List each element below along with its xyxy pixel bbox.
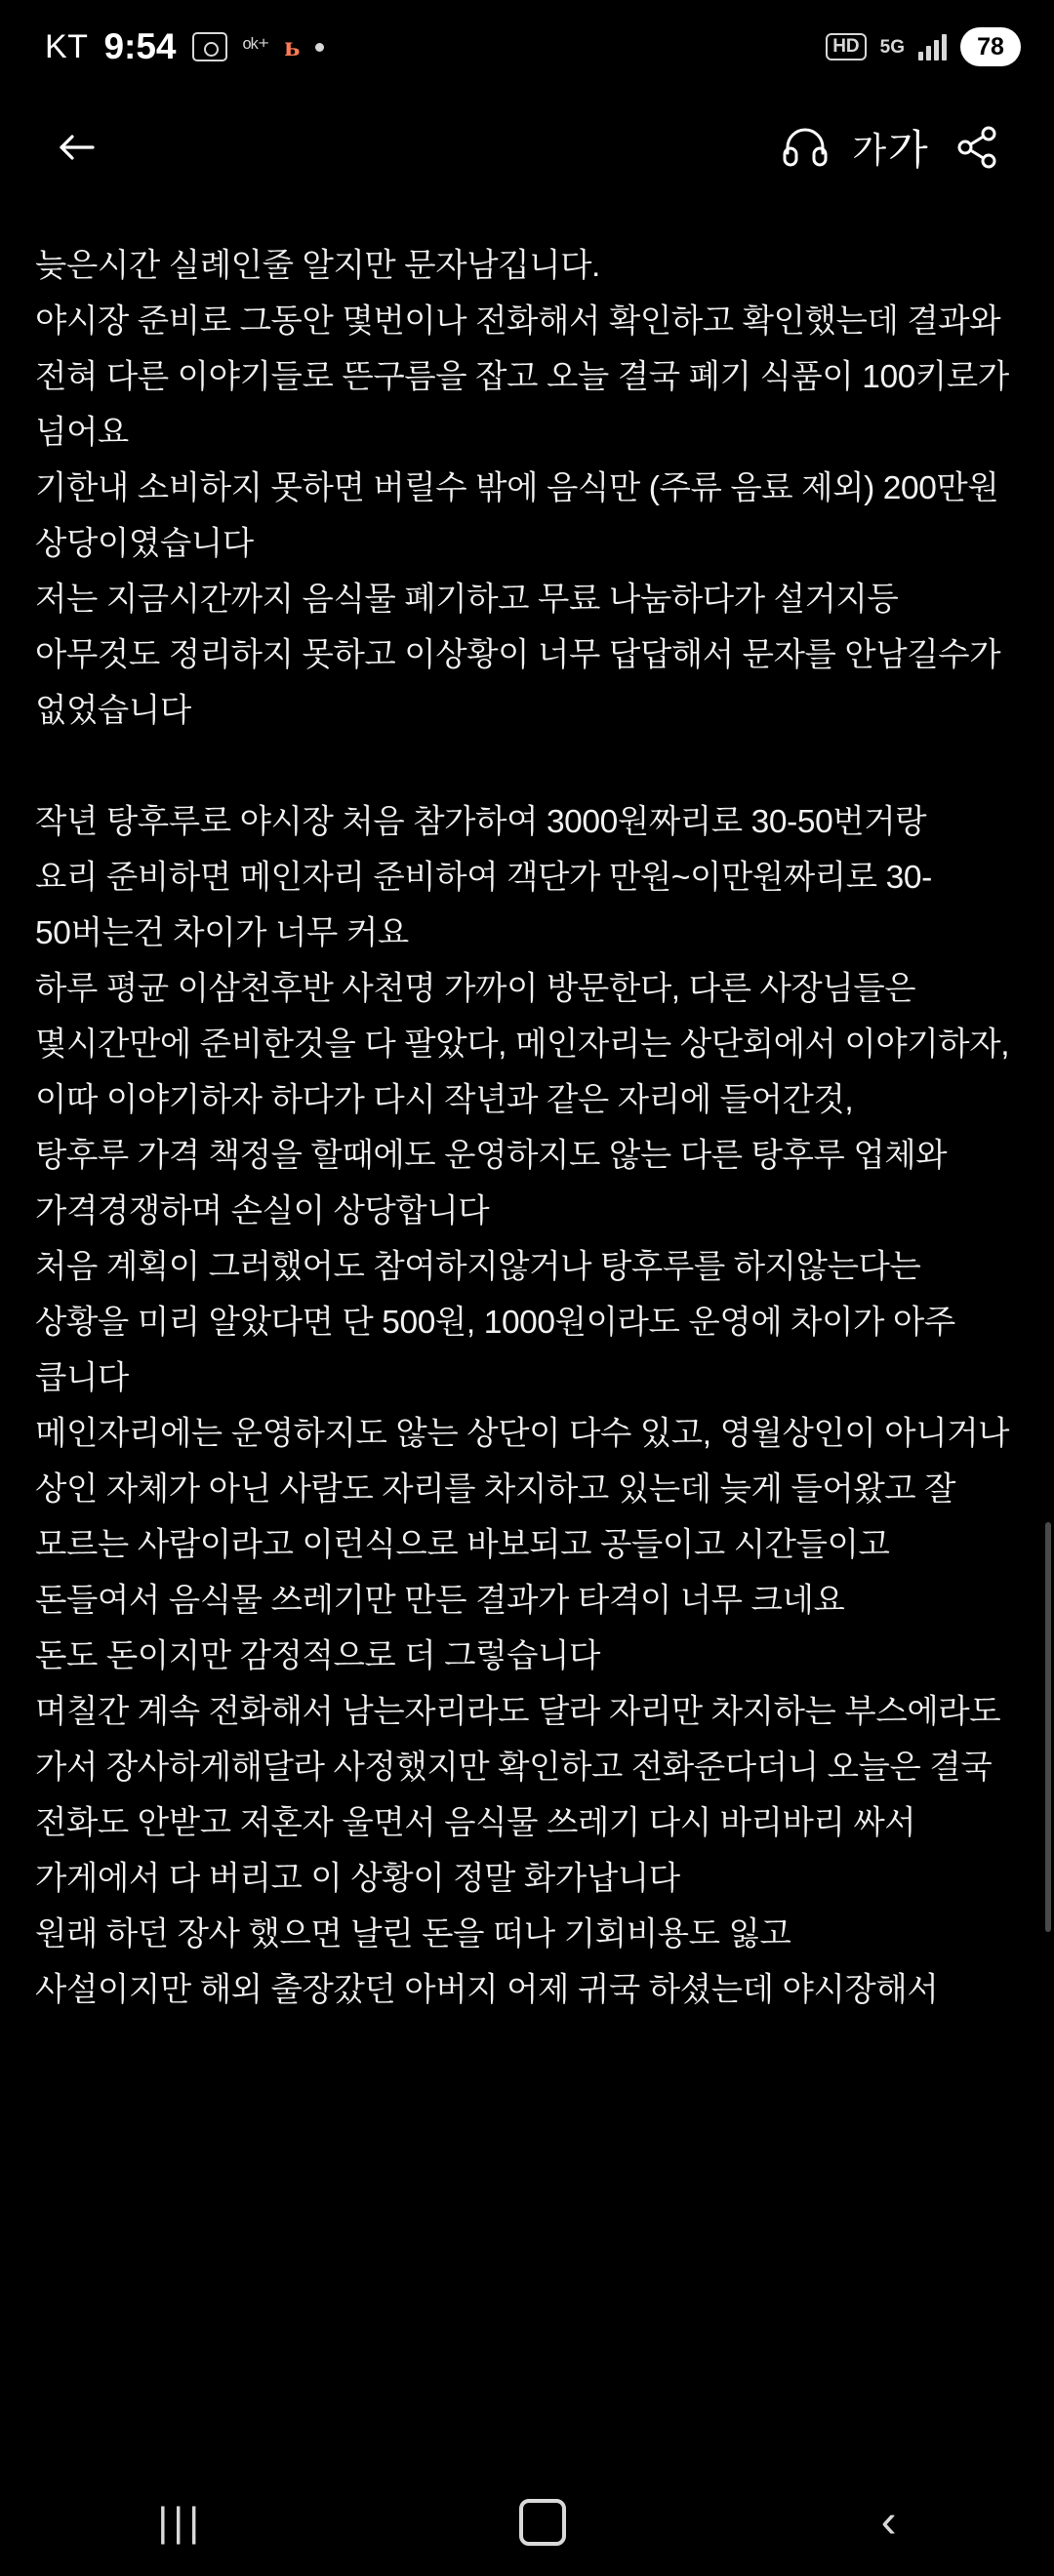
article-paragraph: 요리 준비하면 메인자리 준비하여 객단가 만원~이만원짜리로 30-50버는건 차이가 너무 커요 [35,860,932,951]
article-paragraph: 늦은시간 실례인줄 알지만 문자남깁니다. [35,248,600,284]
article-paragraph: 돈도 돈이지만 감정적으로 더 그렇습니다 [35,1638,600,1674]
article-paragraph: 사설이지만 해외 출장갔던 아버지 어제 귀국 하셨는데 야시장해서 [35,1972,939,2008]
article-paragraph-spacer [35,739,1019,794]
camera-icon [192,32,227,61]
share-icon[interactable] [939,109,1015,185]
article-paragraph: 야시장 준비로 그동안 몇번이나 전화해서 확인하고 확인했는데 결과와 전혀 다른 이야기들로 뜬구름을 잡고 오늘 결국 폐기 식품이 100키로가 넘어요 [35,303,1018,451]
kakao-icon: ᵒᵏ⁺ [242,33,269,60]
app-toolbar [0,94,1054,201]
status-clock: 9:54 [103,26,177,66]
recent-apps-icon[interactable]: ||| [157,2499,205,2545]
back-arrow-icon[interactable] [39,109,115,185]
home-icon[interactable] [519,2499,566,2546]
font-size-large-label: 가 [888,127,930,173]
article-paragraph: 하루 평균 이삼천후반 사천명 가까이 방문한다, 다른 사장님들은 몇시간만에 준비한것을 다 팔았다, 메인자리는 상단회에서 이야기하자, 이따 이야기하자 하다가 다시 작년과 같은 자리에 들어간것, [35,971,1019,1118]
system-navigation-bar [0,2469,1054,2576]
status-bar-left [45,26,324,67]
status-bar [0,0,1054,94]
scrollbar[interactable] [1045,1522,1051,1932]
article-paragraph: 저는 지금시간까지 음식물 폐기하고 무료 나눔하다가 설거지등 아무것도 정리하지 못하고 이상황이 너무 답답해서 문자를 안남길수가 없었습니다 [35,582,1010,729]
article-paragraph: 탕후루 가격 책정을 할때에도 운영하지도 않는 다른 탕후루 업체와 가격경쟁하며 손실이 상당합니다 [35,1138,956,1229]
dot-icon [315,43,324,52]
article-paragraph: 원래 하던 장사 했으면 날린 돈을 떠나 기회비용도 잃고 [35,1916,791,1952]
article-paragraph: 작년 탕후루로 야시장 처음 참가하여 3000원짜리로 30-50번거랑 [35,804,927,840]
headphones-icon[interactable] [767,109,843,185]
back-nav-icon[interactable]: ‹ [880,2496,897,2548]
font-size-button[interactable] [843,109,939,185]
article-paragraph: 메인자리에는 운영하지도 않는 상단이 다수 있고, 영월상인이 아니거나 상인 자체가 아닌 사람도 자리를 차지하고 있는데 늦게 들어왔고 잘 모르는 사람이라고 이런식으로 바보되고 공들이고 시간들이고 돈들여서 음식물 쓰레기만 만든 결과가 타격이 너무 크네요 [35,1416,1019,1619]
status-bar-right [826,27,1021,66]
article-paragraph: 처음 계획이 그러했어도 참여하지않거나 탕후루를 하지않는다는 상황을 미리 알았다면 단 500원, 1000원이라도 운영에 차이가 아주 큽니다 [35,1249,964,1396]
battery-indicator: 78 [960,27,1021,66]
carrier-label: KT [45,27,89,65]
network-type-icon: 5G [879,36,905,58]
baemin-icon: ь [284,30,301,62]
font-size-small-label: 가 [852,129,889,170]
article-paragraph: 기한내 소비하지 못하면 버릴수 밖에 음식만 (주류 음료 제외) 200만원 상당이였습니다 [35,470,1008,562]
hd-badge: HD [826,33,866,60]
signal-strength-icon [918,33,947,60]
article-paragraph: 며칠간 계속 전화해서 남는자리라도 달라 자리만 차지하는 부스에라도 가서 장사하게해달라 사정했지만 확인하고 전화준다더니 오늘은 결국 전화도 안받고 저혼자 울면서 음식물 쓰레기 다시 바리바리 싸서 가게에서 다 버리고 이 상황이 정말 화가납니다 [35,1694,1010,1897]
article-body [0,201,1054,2018]
